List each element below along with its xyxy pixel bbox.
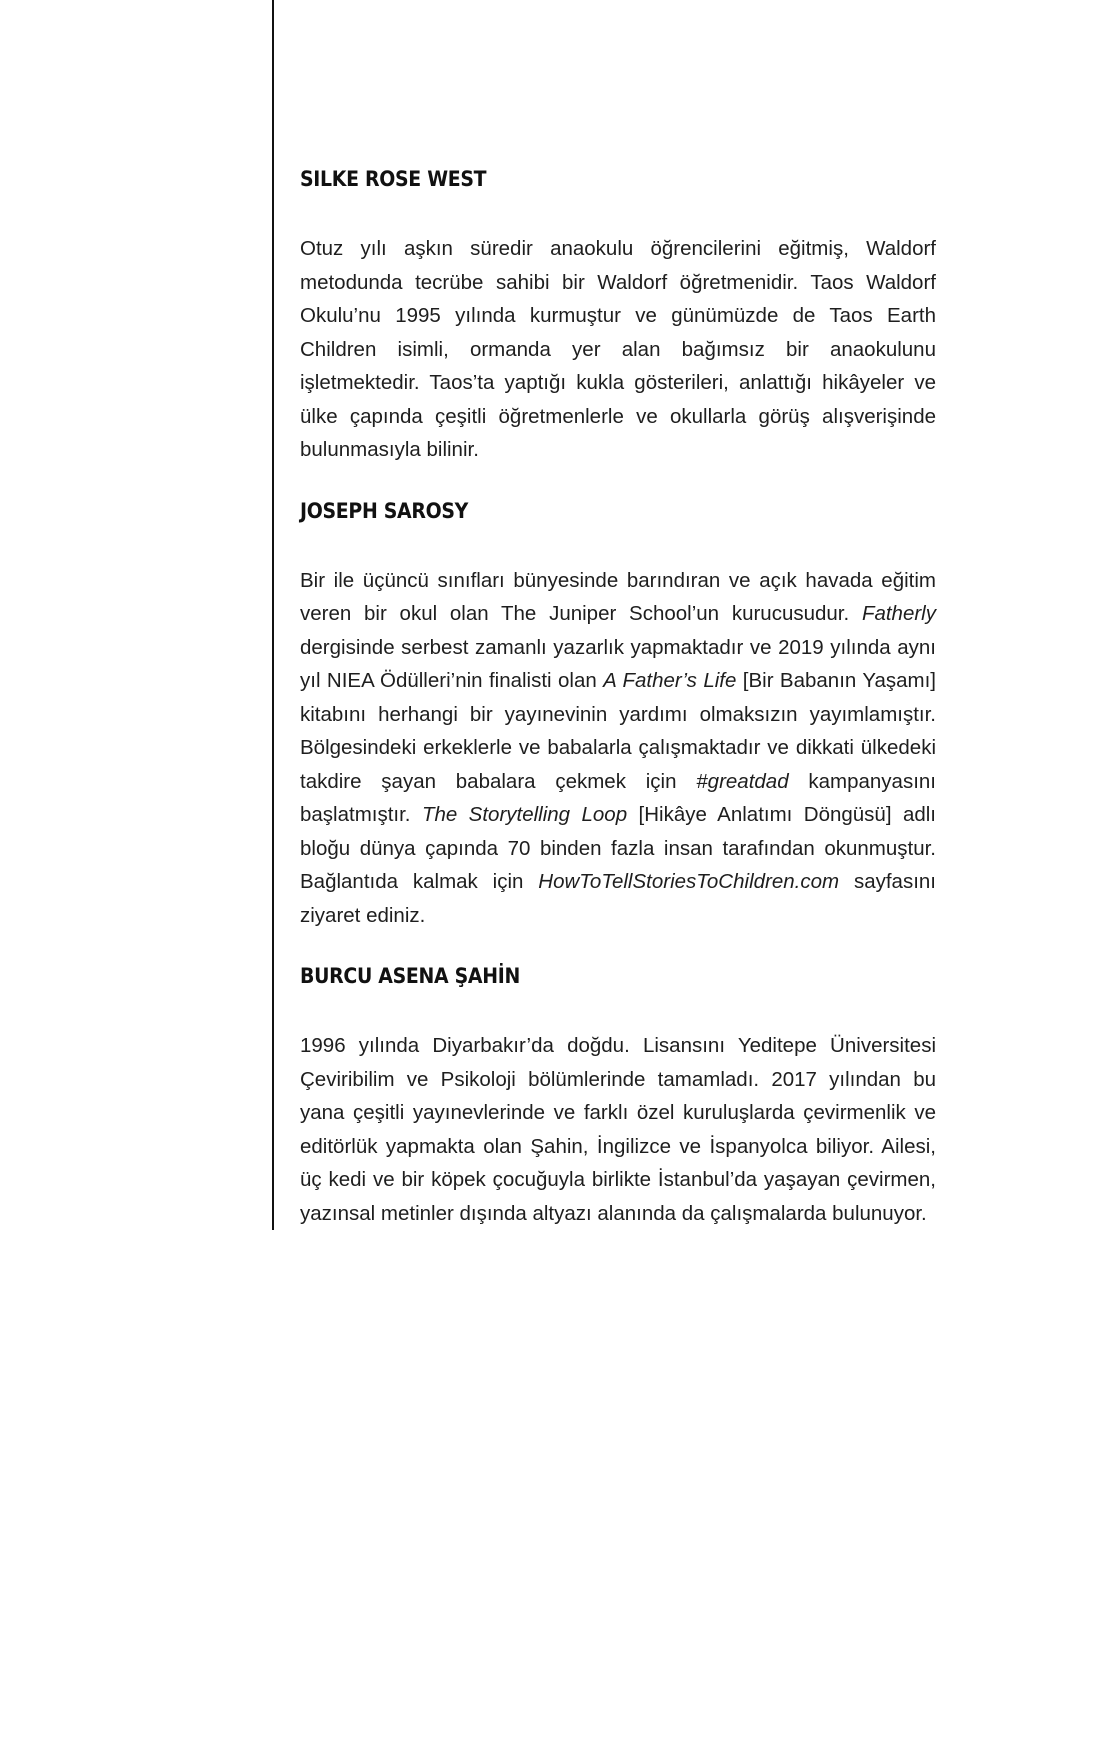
bio-text: [Hikâye Anlatımı Döngüsü] adlı bloğu dünya çapında 70 binden fazla insan tarafından okunmuştur. Bağlantıda kalmak için	[300, 803, 936, 893]
author-name: SILKE ROSE WEST	[300, 167, 487, 191]
vertical-rule	[272, 0, 274, 1230]
bio-text: sayfasını ziyaret ediniz.	[300, 870, 936, 927]
author-section-joseph-sarosy	[300, 497, 936, 933]
bio-text: Otuz yılı aşkın süredir anaokulu öğrencilerini eğitmiş, Waldorf metodunda tecrübe sahibi bir Waldorf öğretmenidir. Taos Waldorf Okulu’nu 1995 yılında kurmuştur ve günümüzde de Taos Earth Children isimli, ormanda yer alan bağımsız bir anaokulunu işletmektedir. Taos’ta yaptığı kukla gösterileri, anlattığı hikâyeler ve ülke çapında çeşitli öğretmenlerle ve okullarla görüş alışverişinde bulunmasıyla bilinir.	[300, 237, 936, 461]
bio-text: Bir ile üçüncü sınıfları bünyesinde barındıran ve açık havada eğitim veren bir okul olan The Juniper School’un kurucusudur.	[300, 568, 936, 625]
author-bio	[300, 1029, 936, 1230]
author-section-silke-rose-west	[300, 165, 936, 467]
author-section-burcu-asena-sahin	[300, 962, 936, 1230]
author-name: BURCU ASENA ŞAHİN	[300, 964, 520, 988]
author-bios	[300, 165, 936, 1260]
magazine-title: Fatherly	[861, 602, 936, 625]
author-bio	[300, 232, 936, 467]
hashtag: #greatdad	[696, 769, 789, 793]
book-title: A Father’s Life	[603, 669, 737, 692]
bio-text: [Bir Babanın Yaşamı] kitabını herhangi bir yayınevinin yardımı olmaksızın yayımlamıştır. Bölgesindeki erkeklerle ve babalarla çalışmaktadır ve dikkati ülkedeki takdire şayan babalara çekmek için	[300, 669, 936, 793]
blog-title: The Storytelling Loop	[421, 803, 628, 826]
author-bio	[300, 564, 936, 933]
bio-text: kampanyasını başlatmıştır.	[300, 769, 937, 826]
bio-text: dergisinde serbest zamanlı yazarlık yapmaktadır ve 2019 yılında aynı yıl NIEA Ödülleri’nin finalisti olan	[300, 635, 936, 692]
bio-text: 1996 yılında Diyarbakır’da doğdu. Lisansını Yeditepe Üniversitesi Çeviribilim ve Psikoloji bölümlerinde tamamladı. 2017 yılından bu yana çeşitli yayınevlerinde ve farklı özel kuruluşlarda çevirmenlik ve editörlük yapmakta olan Şahin, İngilizce ve İspanyolca biliyor. Ailesi, üç kedi ve bir köpek çocuğuyla birlikte İstanbul’da yaşayan çevirmen, yazınsal metinler dışında altyazı alanında da çalışmalarda bulunuyor.	[300, 1034, 936, 1225]
website-url: HowToTellStoriesToChildren.com	[538, 870, 840, 893]
author-name: JOSEPH SAROSY	[300, 498, 469, 523]
